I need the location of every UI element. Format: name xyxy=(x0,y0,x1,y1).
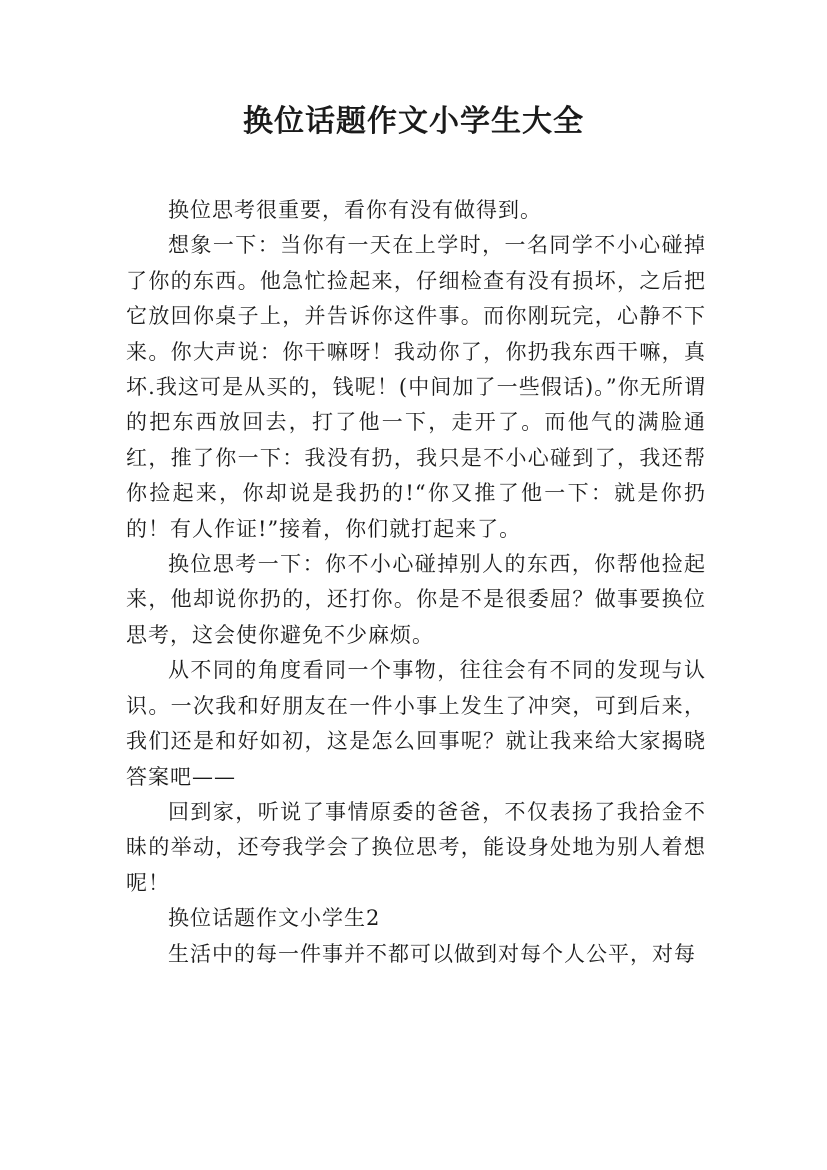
document-title: 换位话题作文小学生大全 xyxy=(243,104,584,139)
paragraph-7: 生活中的每一件事并不都可以做到对每个人公平，对每 xyxy=(168,941,696,966)
paragraph-3: 换位思考一下：你不小心碰掉别人的东西，你帮他捡起来，他却说你扔的，还打你。你是不是很委屈？做事要换位思考，这会使你避免不少麻烦。 xyxy=(126,552,706,647)
section-heading: 换位话题作文小学生2 xyxy=(168,906,381,931)
paragraph-1: 换位思考很重要，看你有没有做得到。 xyxy=(168,198,542,222)
paragraph-5: 回到家，听说了事情原委的爸爸，不仅表扬了我拾金不昧的举动，还夸我学会了换位思考，能设身处地为别人着想呢！ xyxy=(126,799,706,895)
paragraph-2: 想象一下：当你有一天在上学时，一名同学不小心碰掉了你的东西。他急忙捡起来，仔细检查有没有损坏，之后把它放回你桌子上，并告诉你这件事。而你刚玩完，心静不下来。你大声说：你干嘛呀！我动你了，你扔我东西干嘛，真坏.我这可是从买的，钱呢！(中间加了一些假话)。”你无所谓的把东西放回去，打了他一下，走开了。而他气的满脸通红，推了你一下：我没有扔，我只是不小心碰到了，我还帮你捡起来，你却说是我扔的!“你又推了他一下：就是你扔的！有人作证!”接着，你们就打起来了。 xyxy=(126,233,706,541)
paragraph-4: 从不同的角度看同一个事物，往往会有不同的发现与认识。一次我和好朋友在一件小事上发生了冲突，可到后来，我们还是和好如初，这是怎么回事呢？就让我来给大家揭晓答案吧—— xyxy=(126,658,706,789)
document-body xyxy=(126,193,706,972)
